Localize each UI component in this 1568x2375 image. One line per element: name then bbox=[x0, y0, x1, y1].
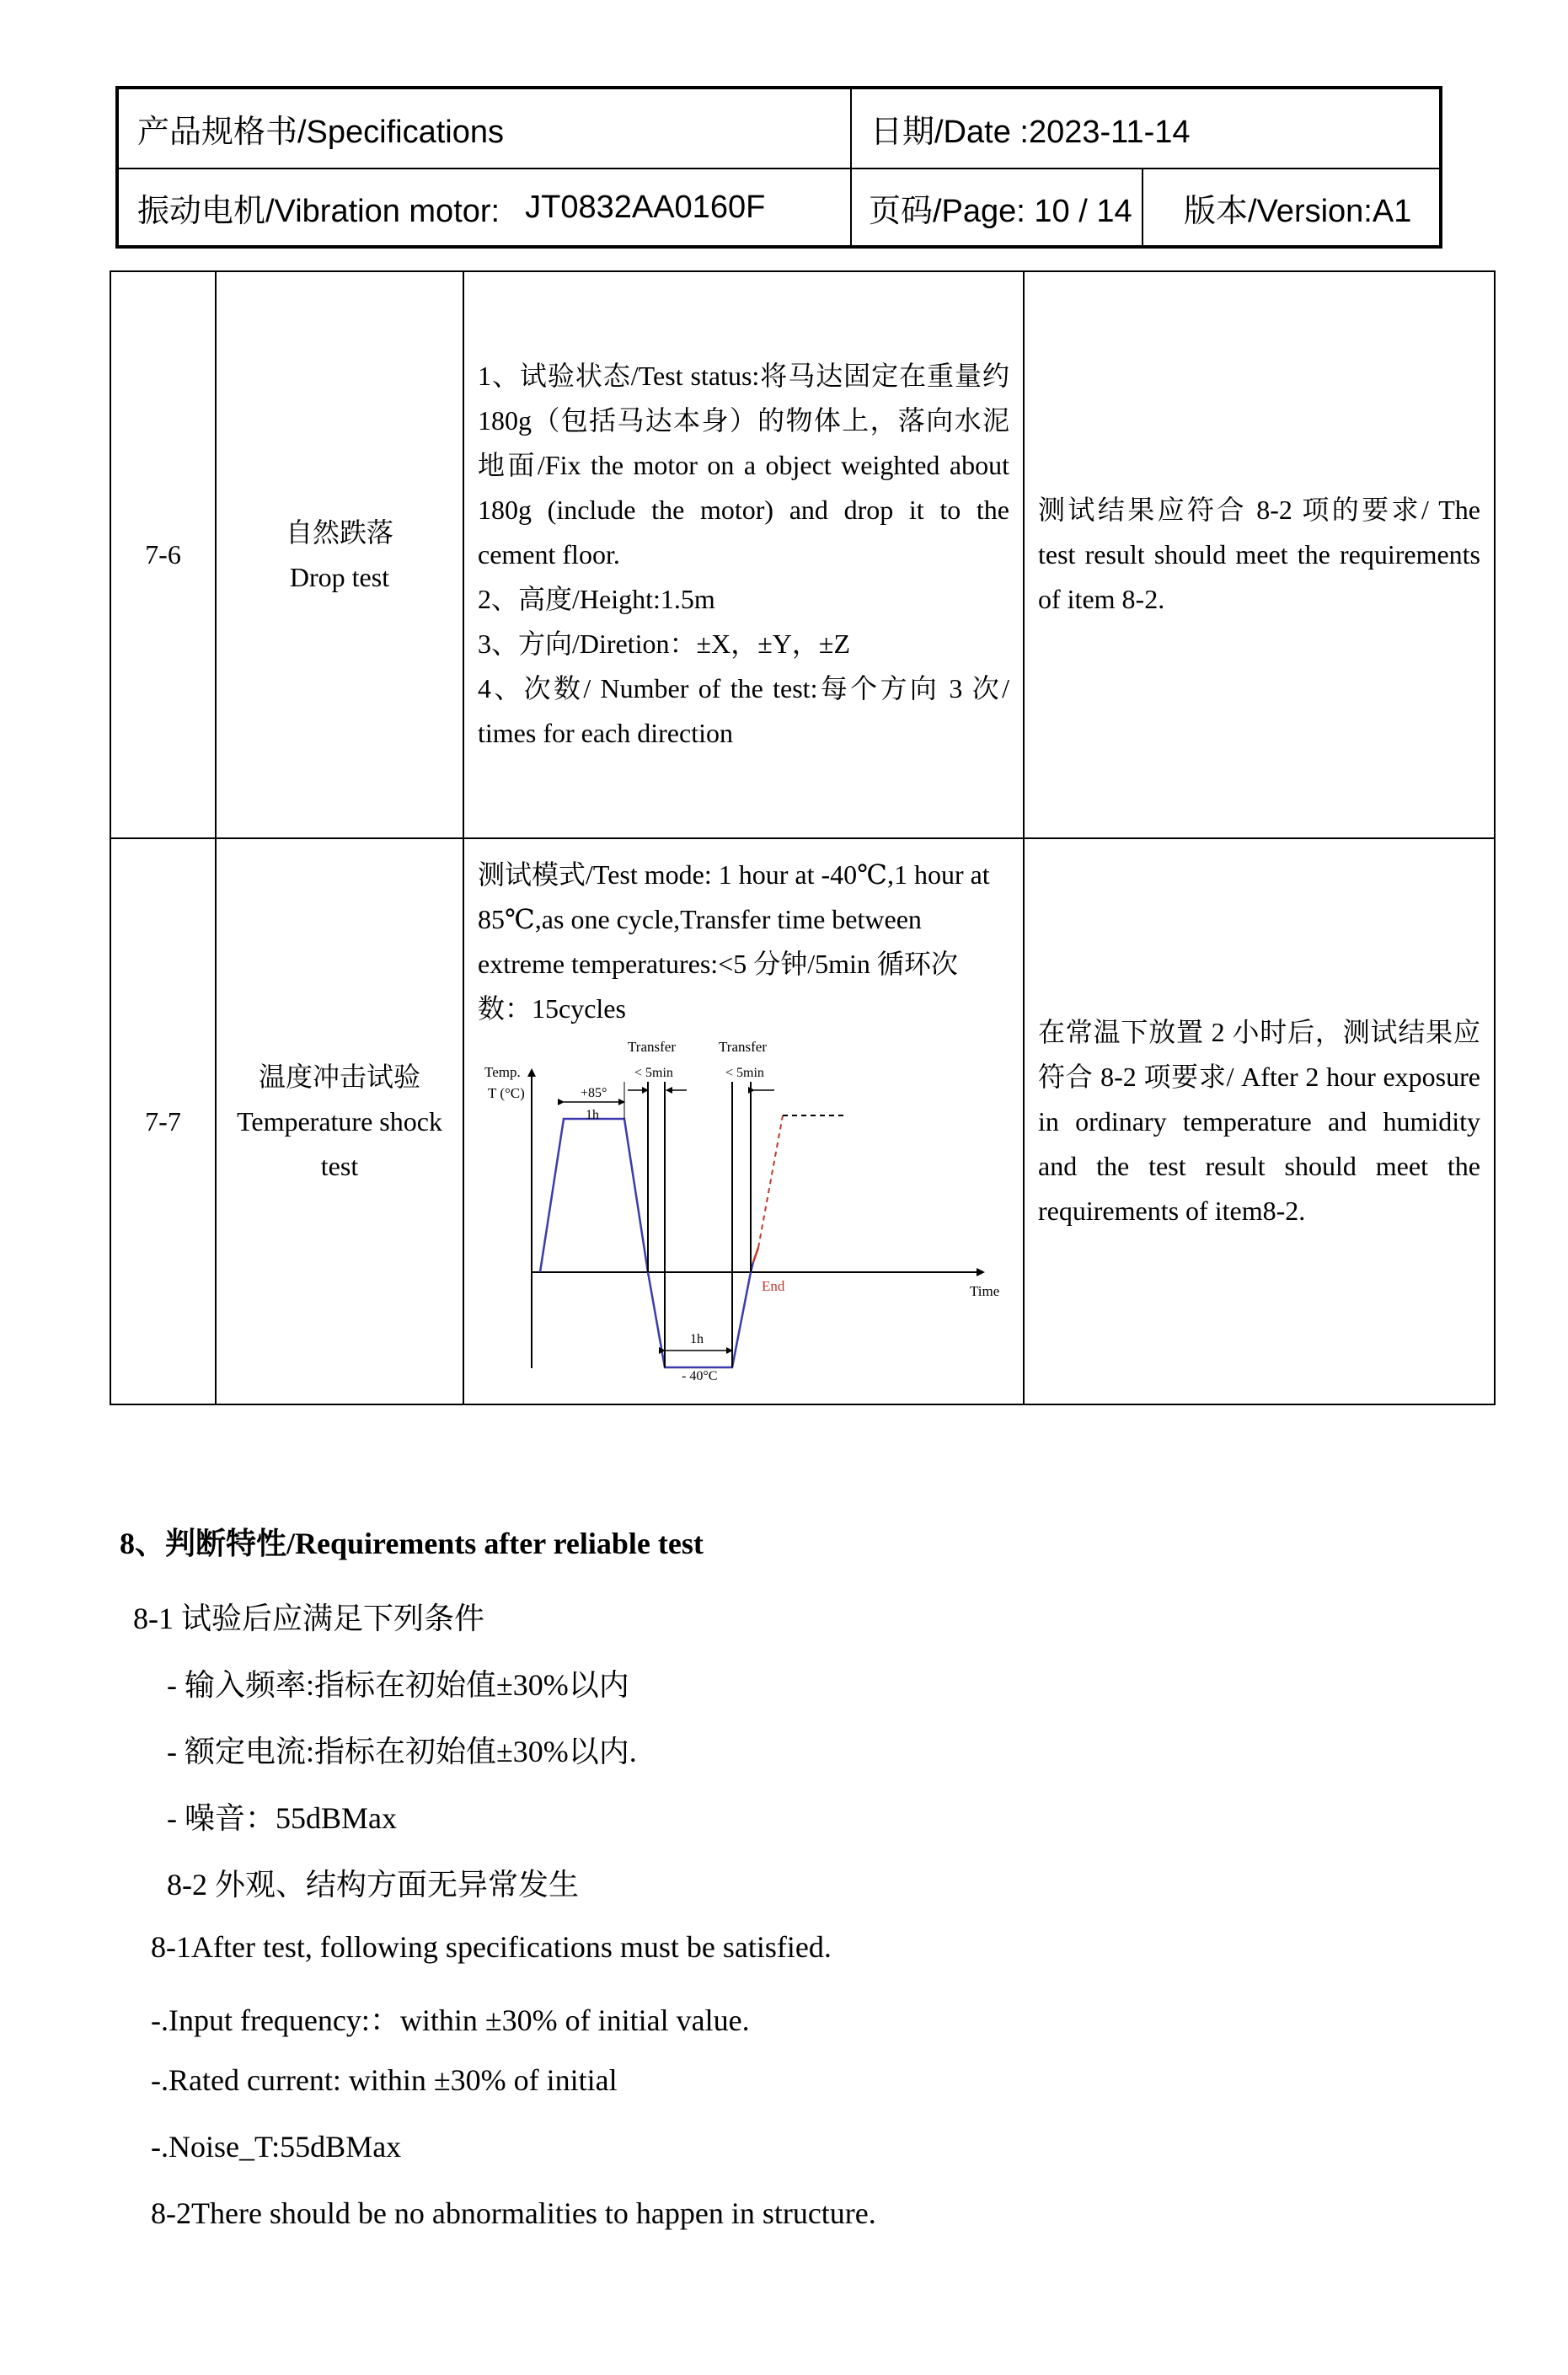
test-requirement bbox=[1024, 271, 1495, 838]
next-cycle-line bbox=[758, 1115, 783, 1248]
transfer-time-label: < 5min bbox=[634, 1066, 673, 1080]
temperature-profile bbox=[540, 1119, 753, 1367]
cold-temp-label: - 40°C bbox=[682, 1369, 718, 1380]
test-item bbox=[216, 271, 463, 838]
requirement-line: -.Rated current: within ±30% of initial bbox=[151, 2063, 618, 2097]
test-table bbox=[110, 270, 1496, 1405]
test-item-en: Drop test bbox=[289, 561, 390, 592]
spec-header bbox=[115, 86, 1442, 249]
transfer-label: Transfer bbox=[628, 1039, 676, 1055]
requirement-line: - 额定电流:指标在初始值±30%以内. bbox=[167, 1735, 637, 1768]
test-number: 7-6 bbox=[110, 271, 216, 838]
requirement-line: -.Noise_T:55dBMax bbox=[151, 2130, 402, 2164]
transfer-label: Transfer bbox=[719, 1039, 767, 1055]
cold-duration-label: 1h bbox=[690, 1332, 704, 1346]
requirement-line: - 输入频率:指标在初始值±30%以内 bbox=[167, 1668, 629, 1702]
x-axis-label: Time bbox=[970, 1283, 1000, 1299]
condition-line: 1、试验状态/Test status:将马达固定在重量约180g（包括马达本身）的物体上，落向水泥地面/Fix the motor on a object weighted about 180g (include the motor) and drop it to the cement floor. bbox=[478, 361, 1009, 570]
spec-title: 产品规格书/Specifications bbox=[137, 115, 505, 150]
table-row bbox=[110, 271, 1495, 838]
test-conditions bbox=[463, 271, 1024, 838]
test-item-cn: 温度冲击试验 bbox=[258, 1061, 420, 1092]
y-axis-unit: T (°C) bbox=[488, 1085, 525, 1101]
test-conditions bbox=[463, 838, 1024, 1404]
requirement-line: 8-2 外观、结构方面无异常发生 bbox=[167, 1868, 579, 1902]
test-requirement bbox=[1024, 838, 1495, 1404]
version-field: 版本/Version:A1 bbox=[1184, 193, 1412, 229]
condition-line: 4、次数/ Number of the test:每个方向 3 次/ times for each direction bbox=[478, 673, 1009, 748]
motor-field bbox=[119, 169, 850, 245]
condition-line: 2、高度/Height:1.5m bbox=[478, 584, 715, 614]
section-title: 8、判断特性/Requirements after reliable test bbox=[120, 1527, 704, 1560]
requirement-line: 8-2There should be no abnormalities to happen in structure. bbox=[151, 2196, 876, 2230]
test-number: 7-7 bbox=[110, 838, 216, 1404]
condition-line: 测试模式/Test mode: 1 hour at -40℃,1 hour at 85℃,as one cycle,Transfer time between extreme temperatures:<5 分钟/5min 循环次数：15cycles bbox=[478, 859, 990, 1024]
test-item-cn: 自然跌落 bbox=[285, 516, 393, 548]
date-field: 日期/Date :2023-11-14 bbox=[870, 115, 1191, 150]
hot-duration-label: 1h bbox=[586, 1108, 599, 1122]
end-segment bbox=[753, 1248, 758, 1262]
test-item bbox=[216, 838, 463, 1404]
end-label: End bbox=[762, 1278, 785, 1294]
requirement-line: 8-1After test, following specifications must be satisfied. bbox=[151, 1930, 832, 1964]
requirement-line: - 噪音：55dBMax bbox=[167, 1801, 397, 1835]
requirement-text: 在常温下放置 2 小时后，测试结果应符合 8-2 项要求/ After 2 hour exposure in ordinary temperature and humidity and the test result should meet the requirements of item8-2. bbox=[1038, 1016, 1480, 1226]
motor-label: 振动电机/Vibration motor: bbox=[137, 193, 500, 229]
transfer-time-label: < 5min bbox=[725, 1066, 764, 1080]
requirement-line: -.Input frequency:：within ±30% of initial value. bbox=[151, 2003, 750, 2037]
test-item-en: Temperature shock test bbox=[237, 1105, 442, 1181]
hot-temp-label: +85° bbox=[581, 1086, 607, 1100]
requirement-text: 测试结果应符合 8-2 项的要求/ The test result should meet the requirements of item 8-2. bbox=[1038, 495, 1480, 614]
temperature-cycle-diagram bbox=[469, 1035, 1000, 1380]
requirement-line: 8-1 试验后应满足下列条件 bbox=[133, 1602, 484, 1635]
table-row bbox=[110, 838, 1495, 1404]
motor-model: JT0832AA0160F bbox=[525, 189, 766, 225]
page-field: 页码/Page: 10 / 14 bbox=[869, 193, 1132, 229]
y-axis-label: Temp. bbox=[484, 1064, 521, 1080]
condition-line: 3、方向/Diretion：±X，±Y，±Z bbox=[478, 629, 850, 659]
